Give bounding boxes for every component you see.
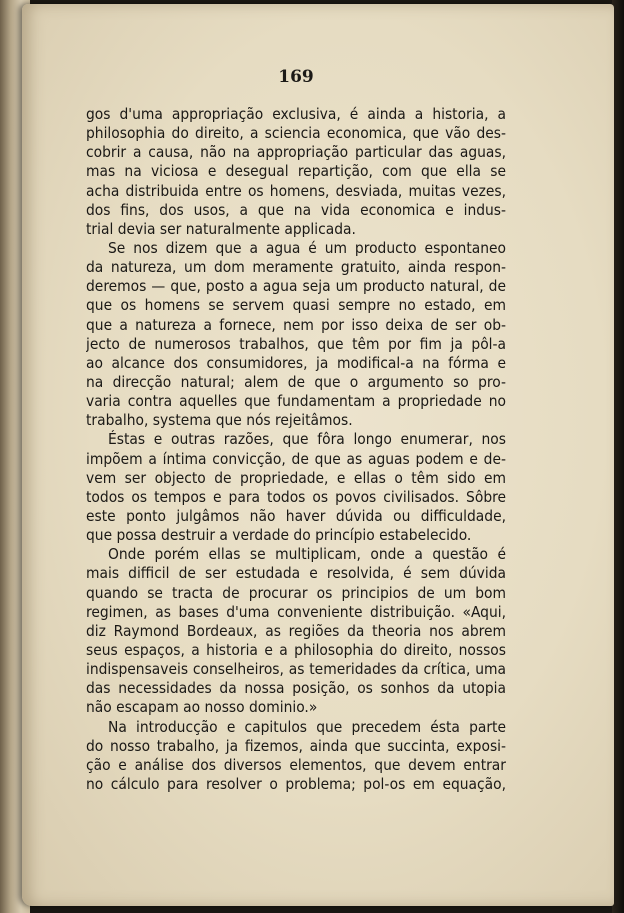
text-line: seus espaços, a historia e a philosophia do direito, nossos	[86, 640, 506, 659]
text-line: trial devia ser naturalmente applicada.	[86, 219, 356, 238]
page-number: 169	[278, 67, 314, 87]
text-line: varia contra aquelles que fundamentam a propriedade no	[86, 392, 506, 411]
text-line: que a natureza a fornece, nem por isso deixa de ser ob-	[86, 315, 506, 334]
text-line: acha distribuida entre os homens, desviada, muitas vezes,	[86, 181, 506, 200]
text-line: que possa destruir a verdade do princípio estabelecido.	[86, 526, 472, 545]
text-line: na direcção natural; alem de que o argumento so pro-	[86, 372, 506, 391]
text-line: todos os tempos e para todos os povos civilisados. Sôbre	[86, 487, 506, 506]
text-line: dos fins, dos usos, a que na vida economica e indus-	[86, 200, 506, 219]
paragraph-first-line: Onde porém ellas se multiplicam, onde a questão é	[108, 545, 506, 564]
text-line: gos d'uma appropriação exclusiva, é ainda a historia, a	[86, 105, 506, 123]
body-text	[86, 105, 506, 794]
text-line: mais difficil de ser estudada e resolvida, é sem dúvida	[86, 564, 506, 583]
paragraph-first-line: Éstas e outras razões, que fôra longo enumerar, nos	[108, 430, 506, 449]
book-page	[22, 4, 614, 906]
text-line: philosophia do direito, a sciencia economica, que vão des-	[86, 124, 506, 143]
text-line: do nosso trabalho, ja fizemos, ainda que succinta, exposi-	[86, 736, 506, 755]
text-line: diz Raymond Bordeaux, as regiões da theoria nos abrem	[86, 621, 506, 640]
text-line: ao alcance dos consumidores, ja modifical-a na fórma e	[86, 353, 506, 372]
text-line: trabalho, systema que nós rejeitâmos.	[86, 411, 353, 430]
text-line: ção e análise dos diversos elementos, que devem entrar	[86, 755, 506, 774]
text-line: vem ser objecto de propriedade, e ellas o têm sido em	[86, 468, 506, 487]
text-line: das necessidades da nossa posição, os sonhos da utopia	[86, 679, 506, 698]
text-line: cobrir a causa, não na appropriação particular das aguas,	[86, 143, 506, 162]
text-line: não escapam ao nosso dominio.»	[86, 698, 318, 717]
text-line: que os homens se servem quasi sempre no estado, em	[86, 296, 506, 315]
text-line: no cálculo para resolver o problema; pol-os em equação,	[86, 774, 506, 793]
text-line: da natureza, um dom meramente gratuito, ainda respon-	[86, 258, 506, 277]
text-line: deremos — que, posto a agua seja um producto natural, de	[86, 277, 506, 296]
paragraph-first-line: Se nos dizem que a agua é um producto espontaneo	[108, 238, 506, 257]
text-line: regimen, as bases d'uma conveniente distribuição. «Aqui,	[86, 602, 506, 621]
text-line: impõem a íntima convicção, de que as aguas podem e de-	[86, 449, 506, 468]
text-line: jecto de numerosos trabalhos, que têm por fim ja pôl-a	[86, 334, 506, 353]
paragraph-first-line: Na introducção e capitulos que precedem ésta parte	[108, 717, 506, 736]
text-line: mas na viciosa e desegual repartição, com que ella se	[86, 162, 506, 181]
text-line: indispensaveis conselheiros, as temeridades da crítica, uma	[86, 660, 506, 679]
text-line: quando se tracta de procurar os principios de um bom	[86, 583, 506, 602]
text-line: este ponto julgâmos não haver dúvida ou difficuldade,	[86, 506, 506, 525]
